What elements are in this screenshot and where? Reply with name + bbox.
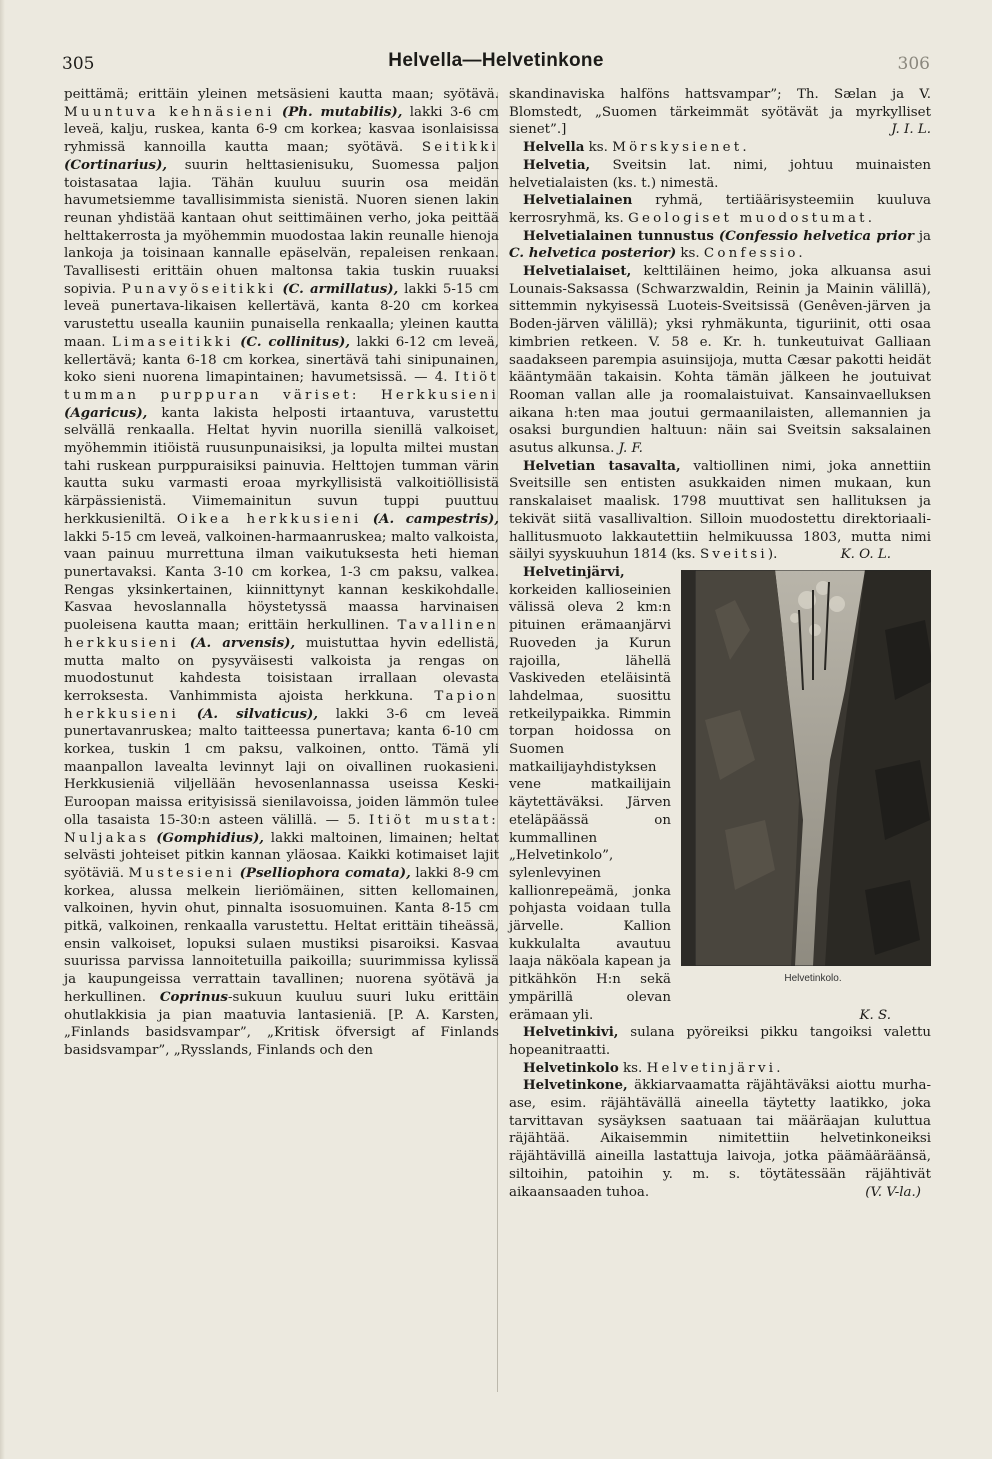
entry-helvetialainen-ryhma (509, 192, 931, 227)
text-run: ). (767, 547, 778, 563)
text-run: ryhmä, tertiäärisysteemiin kuuluva kerrosryhmä, ks. (509, 193, 931, 226)
species-name: Seitikki (421, 140, 499, 156)
headword: Helvetinkivi, (523, 1024, 619, 1041)
text-run: äkkiarvaamatta räjähtäväksi aiottu murha-ase, esim. räjähtävällä aineella täytetty laatikko, joka tarvittavan sysäyksen saatuaan tai määräajan kuluttua räjähtää. Aikaisemmin nimitettiin helvetinkoneiksi räjähtävillä aineilla lastattuja laivoja, jotka päämääräänsä, siltoihin, patoihin y. m. s. töytätessään räjähtivät aikaansaaden tuhoa. (509, 1078, 931, 1200)
text-run: kanta lakista helposti irtaantuva, varustettu selvällä renkaalla. Heltat hyvin nuorilla sienillä valkoiset, myöhemmin itiöistä ruusunpunaisiksi, ja lopulta miltei mustan tahi ruskean purppuraisiksi painuvia. Helttojen tumman värin kautta suku varmasti eroaa myrkyllisistä valkoitiöllisistä kärpässienistä. Viimemainitun suvun tuppi puuttuu herkkusieniltä. (64, 405, 499, 527)
species-name: Muuntuva kehnäsieni (64, 104, 275, 120)
scan-edge (0, 0, 5, 1459)
species-name: Punavyöseitikki (121, 281, 277, 297)
text-run: ks. (584, 140, 613, 156)
text-run: -sukuun kuuluu suuri luku erittäin ohutlakkisia ja pian maatuvia lantasieniä. [P. A. Karsten, „Finlands basidsvampar”, „Kritisk öfversigt af Finlands basidsvampar”, „Rysslands, Finlands och den (64, 989, 499, 1058)
latin-name: (C. armillatus), (282, 280, 399, 297)
text-run: korkeiden kallioseinien välissä oleva 2 km:n pituinen erämaanjärvi Ruoveden ja Kurun rajoilla, lähellä Vaskiveden eteläisintä lahdelmaa, suosittu retkeilypaikka. Rimmin torpan hoidossa on Suomen matkailijayhdistyksen vene matkailijain käytettäväksi. Järven eteläpäässä on kummallinen „Helvetinkolo”, sylenlevyinen kallionrepeämä, jonka pohjasta voidaan tulla järvelle. Kallion kukkulalta avautuu laaja näköala kapean ja pitkähkön H:n sekä ympärillä olevan erämaan yli. (509, 582, 671, 1023)
figure-caption: Helvetinkolo. (784, 972, 842, 984)
running-header (0, 46, 992, 76)
text-run: ks. (618, 1060, 647, 1076)
latin-name: (Gomphidius), (156, 829, 264, 846)
text-run: muistuttaa hyvin edellistä, mutta malto on pysyväisesti valkoista ja rengas on muodostunut kahdesta toisistaan irrallaan olevasta kerroksesta. Vanhimmista ajoista herkkuna. (64, 635, 499, 704)
latin-name: (Ph. mutabilis), (281, 103, 403, 120)
cross-reference: Geologiset muodostumat. (628, 210, 876, 226)
entry-helvetinkone (509, 1077, 931, 1201)
entry-helvetinjarvi (509, 564, 931, 1024)
species-name: Limaseitikki (112, 334, 234, 350)
species-name: Mustesieni (128, 865, 236, 881)
figure (681, 570, 931, 988)
cross-reference: Sveitsi (699, 547, 768, 563)
headword: Helvetialainen tunnustus (523, 227, 714, 244)
latin-name: C. helvetica posterior) (509, 245, 677, 262)
left-column (64, 86, 499, 1060)
author-signature: K. O. L. (840, 547, 891, 563)
species-name: Tapion herkkusieni (64, 688, 499, 722)
text-run: lakki 6-12 cm leveä, kellertävä; kanta 6-18 cm korkea, sinertävä tahi sinipunainen, koko sieni nuorena limapintainen; havumetsissä. — 4. (64, 334, 499, 386)
photo-helvetinkolo (681, 570, 931, 966)
entry-helvetialainen-tunnustus (509, 228, 931, 263)
author-signature: J. I. L. (891, 122, 931, 138)
text-run: skandinaviska halföns hattsvampar”; Th. Sælan ja V. Blomstedt, „Suomen tärkeimmät syötävät ja myrkylliset sienet”.] (509, 87, 931, 138)
headword: Helvetia, (523, 156, 591, 173)
latin-name: (Cortinarius), (64, 156, 168, 173)
running-title: Helvella—Helvetinkone (388, 50, 604, 71)
headword: Helvetialainen (523, 192, 633, 209)
headword: Helvetinjärvi, (523, 563, 625, 580)
headword: Helvetian tasavalta, (523, 457, 681, 474)
entry-helvetian-tasavalta (509, 458, 931, 564)
text-run: Sveitsin lat. nimi, johtuu muinaisten helvetialaisten (ks. t.) nimestä. (509, 157, 931, 191)
headword: Helvetialaiset, (523, 263, 632, 280)
entry-helvetialaiset (509, 263, 931, 458)
latin-name: (C. collinitus), (240, 333, 351, 350)
latin-name: Coprinus (159, 988, 228, 1005)
cross-reference: Confessio. (703, 246, 806, 262)
text-run: ks. (676, 246, 704, 262)
text-run: sulana pyöreiksi pikku tangoiksi valettu hopeanitraatti. (509, 1025, 931, 1058)
cross-reference: Mörskysienet. (612, 140, 750, 156)
author-signature: K. S. (859, 1007, 891, 1023)
latin-name: (A. arvensis), (189, 634, 296, 651)
text-run: lakki 5-15 cm leveä punertava-likaisen kellertävä, kanta 8-20 cm korkea varustettu usealla kauniin punaisella renkaalla; yleinen kautta maan. (64, 281, 499, 350)
headword: Helvella (523, 139, 585, 156)
species-name: Tavallinen herkkusieni (64, 618, 499, 651)
author-signature: J. F. (618, 441, 643, 457)
rock-crevice-photo (695, 570, 931, 966)
page-number-left: 305 (62, 54, 95, 74)
author-signature: (V. V-la.) (865, 1184, 921, 1200)
text-run: kelttiläinen heimo, joka alkuansa asui Lounais-Saksassa (Schwarzwaldin, Reinin ja Mainin välillä), sittemmin nykyisessä Luoteis-Sveitsissä (Genêven-järven ja Boden-järven välillä); yksi ryhmäkunta, tiguriinit, otti osaa kimbrien retkeen. V. 58 e. Kr. h. tunkeutuivat Galliaan saadakseen parempia asuinsijoja, mutta Cæsar pakotti heidät kääntymään takaisin. Kohta tämän jälkeen he joutuivat Rooman vallan alle ja roomalaistuivat. Kansainvaelluksen aikana h:ten maa joutui germaanilaisten, allemannien ja osaksi burgundien haltuun: näin sai Sveitsin saksalainen asutus alkunsa. (509, 264, 931, 457)
latin-name: (Agaricus), (64, 404, 148, 421)
group-heading: Itiöt mustat: Nuljakas (64, 812, 499, 846)
headword: Helvetinkone, (523, 1077, 628, 1094)
text-run: peittämä; erittäin yleinen metsäsieni kautta maan; syötävä. (64, 87, 499, 102)
text-run: lakki 5-15 cm leveä, valkoinen-harmaanruskea; malto valkoista, vaan painuu murrettuna ilman vaikutuksesta heti hieman punertavaksi. Kanta 3-10 cm korkea, 1-3 cm paksu, valkea. Rengas yksinkertainen, kiinnittynyt kannan keskikohdalle. Kasvaa hevoslannalla höystetyssä maassa harvinaisen puoleisena kautta maan; erittäin herkullinen. (64, 529, 499, 634)
entry-helvetinkivi (509, 1024, 931, 1059)
text-run: lakki 3-6 cm leveä, kalju, ruskea, kanta 6-9 cm korkea; kasvaa isonlaisissa ryhmissä kannoilla kautta maan; syötävä. (64, 104, 500, 156)
entry-helvetinkolo (509, 1060, 931, 1078)
text-run: ja (913, 228, 931, 244)
latin-name: (A. silvaticus), (196, 705, 319, 722)
left-text (64, 86, 499, 1060)
headword: Helvetinkolo (523, 1059, 619, 1076)
right-column (509, 86, 931, 1201)
cross-reference: Helvetinjärvi. (646, 1060, 784, 1076)
latin-name: (Pselliophora comata), (239, 864, 411, 881)
page-number-right: 306 (897, 54, 930, 74)
species-name: Oikea herkkusieni (176, 511, 362, 527)
text-run: suurin helttasienisuku, Suomessa paljon toistasataa lajia. Tähän kuuluu suurin osa meidän havumetsiemme tavallisimmista sienistä. Nuoren sienen lakin reunan yhdistää kantaan ohut seittimäinen verho, joka peittää helttakerrosta ja myöhemmin muodostaa lakin reunalle hienoja lankoja ja toisinaan kannalle epäselvän, repaleisen renkaan. Tavallisesti erittäin ohuen maltonsa takia tuskin ruuaksi sopivia. (64, 157, 499, 297)
entry-helvetia (509, 157, 931, 192)
group-heading: Itiöt tumman purppuran väriset: Herkkusieni (64, 370, 499, 403)
text-run: lakki 8-9 cm korkea, alussa melkein lieriömäinen, sitten kellomainen, valkoinen, hyvin ohut, pinnalta isosuomuinen. Kanta 8-15 cm pitkä, valkoinen, renkaalla varustettu. Heltat erittäin tiheässä, ensin valkoiset, lopuksi sulaen mustiksi pisaroiksi. Kasvaa suurissa parvissa lannoitetuilla paikoilla; suurimmissa kylissä ja kaupungeissa verrattain tavallinen; nuorena syötävä ja herkullinen. (64, 865, 499, 1005)
latin-name: (A. campestris), (372, 510, 499, 527)
latin-name: (Confessio helvetica prior (718, 227, 914, 244)
text-run: lakki 3-6 cm leveä punertavanruskea; malto taitteessa punertava; kanta 6-10 cm korkea, tuskin 1 cm paksu, valkoinen, ontto. Tämä yli maanpallon lavealta levinnyt laji on oivallinen ruokasieni. Herkkusieniä viljellään hevosenlannassa useissa Keski-Euroopan maissa erityisissä sienilavoissa, joiden lämmön tulee olla tasaista 15-30:n asteen välillä. — 5. (64, 706, 499, 828)
text-run: lakki maltoinen, limainen; heltat selvästi johteiset pitkin kannan yläosaa. Kaikki kotimaiset lajit syötäviä. (64, 830, 499, 881)
text-run: valtiollinen nimi, joka annettiin Sveitsille sen entisten asukkaiden nimen mukaan, kun ranskalaiset maalisk. 1798 muuttivat sen hallituksen ja tekivät siitä vasallivaltion. Silloin muodostettu direktoriaali-hallitusmuoto lakkautettiin helmikuussa 1803, mutta nimi säilyi syyskuuhun 1814 (ks. (509, 458, 931, 563)
entry-continuation (509, 86, 931, 139)
entry-helvella (509, 139, 931, 157)
